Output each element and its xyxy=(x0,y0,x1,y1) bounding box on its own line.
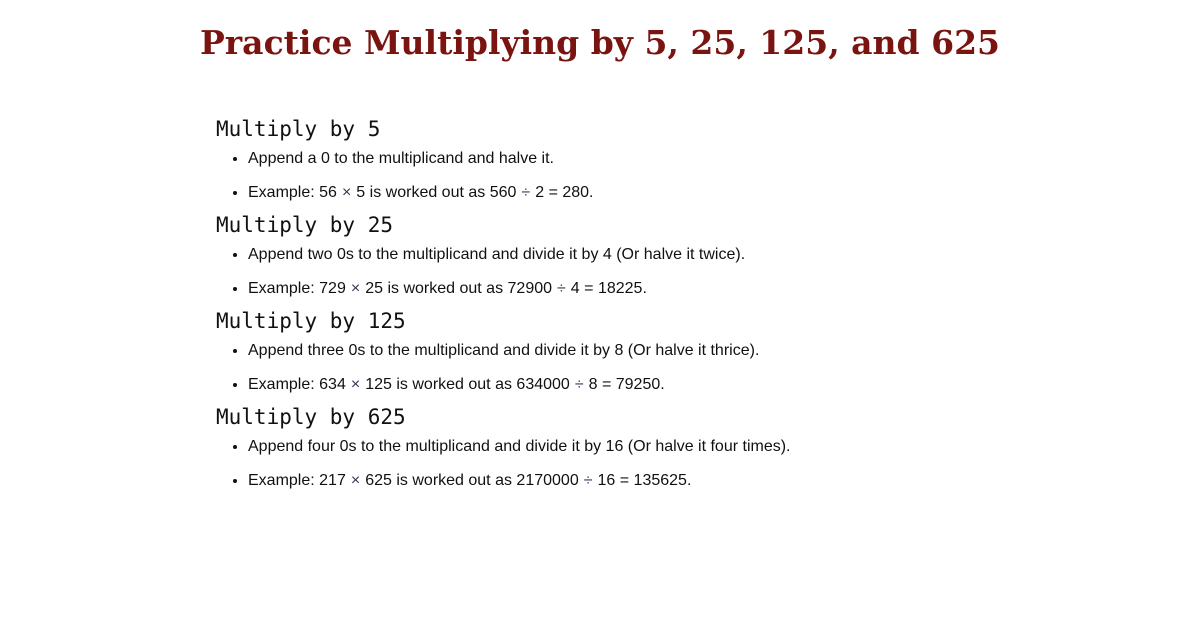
times-icon: × xyxy=(350,472,361,489)
result: 79250. xyxy=(615,376,665,393)
dividend: 72900 xyxy=(507,280,553,297)
divide-icon: ÷ xyxy=(557,280,566,297)
section-multiply-by-5 xyxy=(216,112,976,203)
section-multiply-by-625 xyxy=(216,400,976,491)
section-heading: Multiply by 5 xyxy=(216,117,381,141)
multiplicand: 217 xyxy=(319,472,346,489)
section-heading: Multiply by 125 xyxy=(216,309,406,333)
divide-icon: ÷ xyxy=(583,472,593,489)
divisor: 8 xyxy=(588,376,598,393)
example-prefix: Example: xyxy=(248,472,315,489)
dividend: 560 xyxy=(489,184,517,201)
example-middle-text: is worked out as xyxy=(396,472,512,489)
multiplier: 625 xyxy=(365,472,392,489)
times-icon: × xyxy=(350,280,361,297)
section-list xyxy=(216,149,976,203)
rule-item: • Append three 0s to the multiplicand and divide it by 8 (Or halve it thrice). xyxy=(248,341,976,361)
example-middle-text: is worked out as xyxy=(387,280,504,297)
example-item xyxy=(248,279,976,299)
equals-sign: = xyxy=(584,280,594,297)
example-middle-text: is worked out as xyxy=(369,184,486,201)
rule-item: • Append four 0s to the multiplicand and divide it by 16 (Or halve it four times). xyxy=(248,437,976,457)
divisor: 4 xyxy=(570,280,580,297)
multiplicand: 56 xyxy=(319,184,337,201)
result: 135625. xyxy=(633,472,692,489)
divide-icon: ÷ xyxy=(521,184,531,201)
divisor: 16 xyxy=(597,472,616,489)
multiplier: 25 xyxy=(365,280,383,297)
section-multiply-by-25 xyxy=(216,208,976,299)
example-prefix: Example: xyxy=(248,280,315,297)
section-heading: Multiply by 25 xyxy=(216,213,394,237)
divisor: 2 xyxy=(535,184,545,201)
example-item xyxy=(248,375,976,395)
divide-icon: ÷ xyxy=(574,376,584,393)
dividend: 2170000 xyxy=(516,472,579,489)
times-icon: × xyxy=(350,376,361,393)
multiplicand: 729 xyxy=(319,280,346,297)
section-list xyxy=(216,437,976,491)
equals-sign: = xyxy=(601,376,612,393)
multiplicand: 634 xyxy=(319,376,346,393)
dividend: 634000 xyxy=(516,376,570,393)
example-item xyxy=(248,183,976,203)
equals-sign: = xyxy=(619,472,630,489)
multiplier: 5 xyxy=(356,184,366,201)
content-area xyxy=(216,112,976,496)
rule-item: • Append two 0s to the multiplicand and divide it by 4 (Or halve it twice). xyxy=(248,245,976,265)
section-multiply-by-125 xyxy=(216,304,976,395)
section-heading: Multiply by 625 xyxy=(216,405,406,429)
result: 280. xyxy=(562,184,594,201)
equals-sign: = xyxy=(548,184,558,201)
example-prefix: Example: xyxy=(248,184,315,201)
section-list xyxy=(216,341,976,395)
multiplier: 125 xyxy=(365,376,392,393)
example-item xyxy=(248,471,976,491)
example-middle-text: is worked out as xyxy=(396,376,512,393)
rule-item: • Append a 0 to the multiplicand and halve it. xyxy=(248,149,976,169)
example-prefix: Example: xyxy=(248,376,315,393)
times-icon: × xyxy=(341,184,352,201)
page-title: Practice Multiplying by 5, 25, 125, and 625 xyxy=(199,23,1000,62)
result: 18225. xyxy=(597,280,647,297)
section-list xyxy=(216,245,976,299)
